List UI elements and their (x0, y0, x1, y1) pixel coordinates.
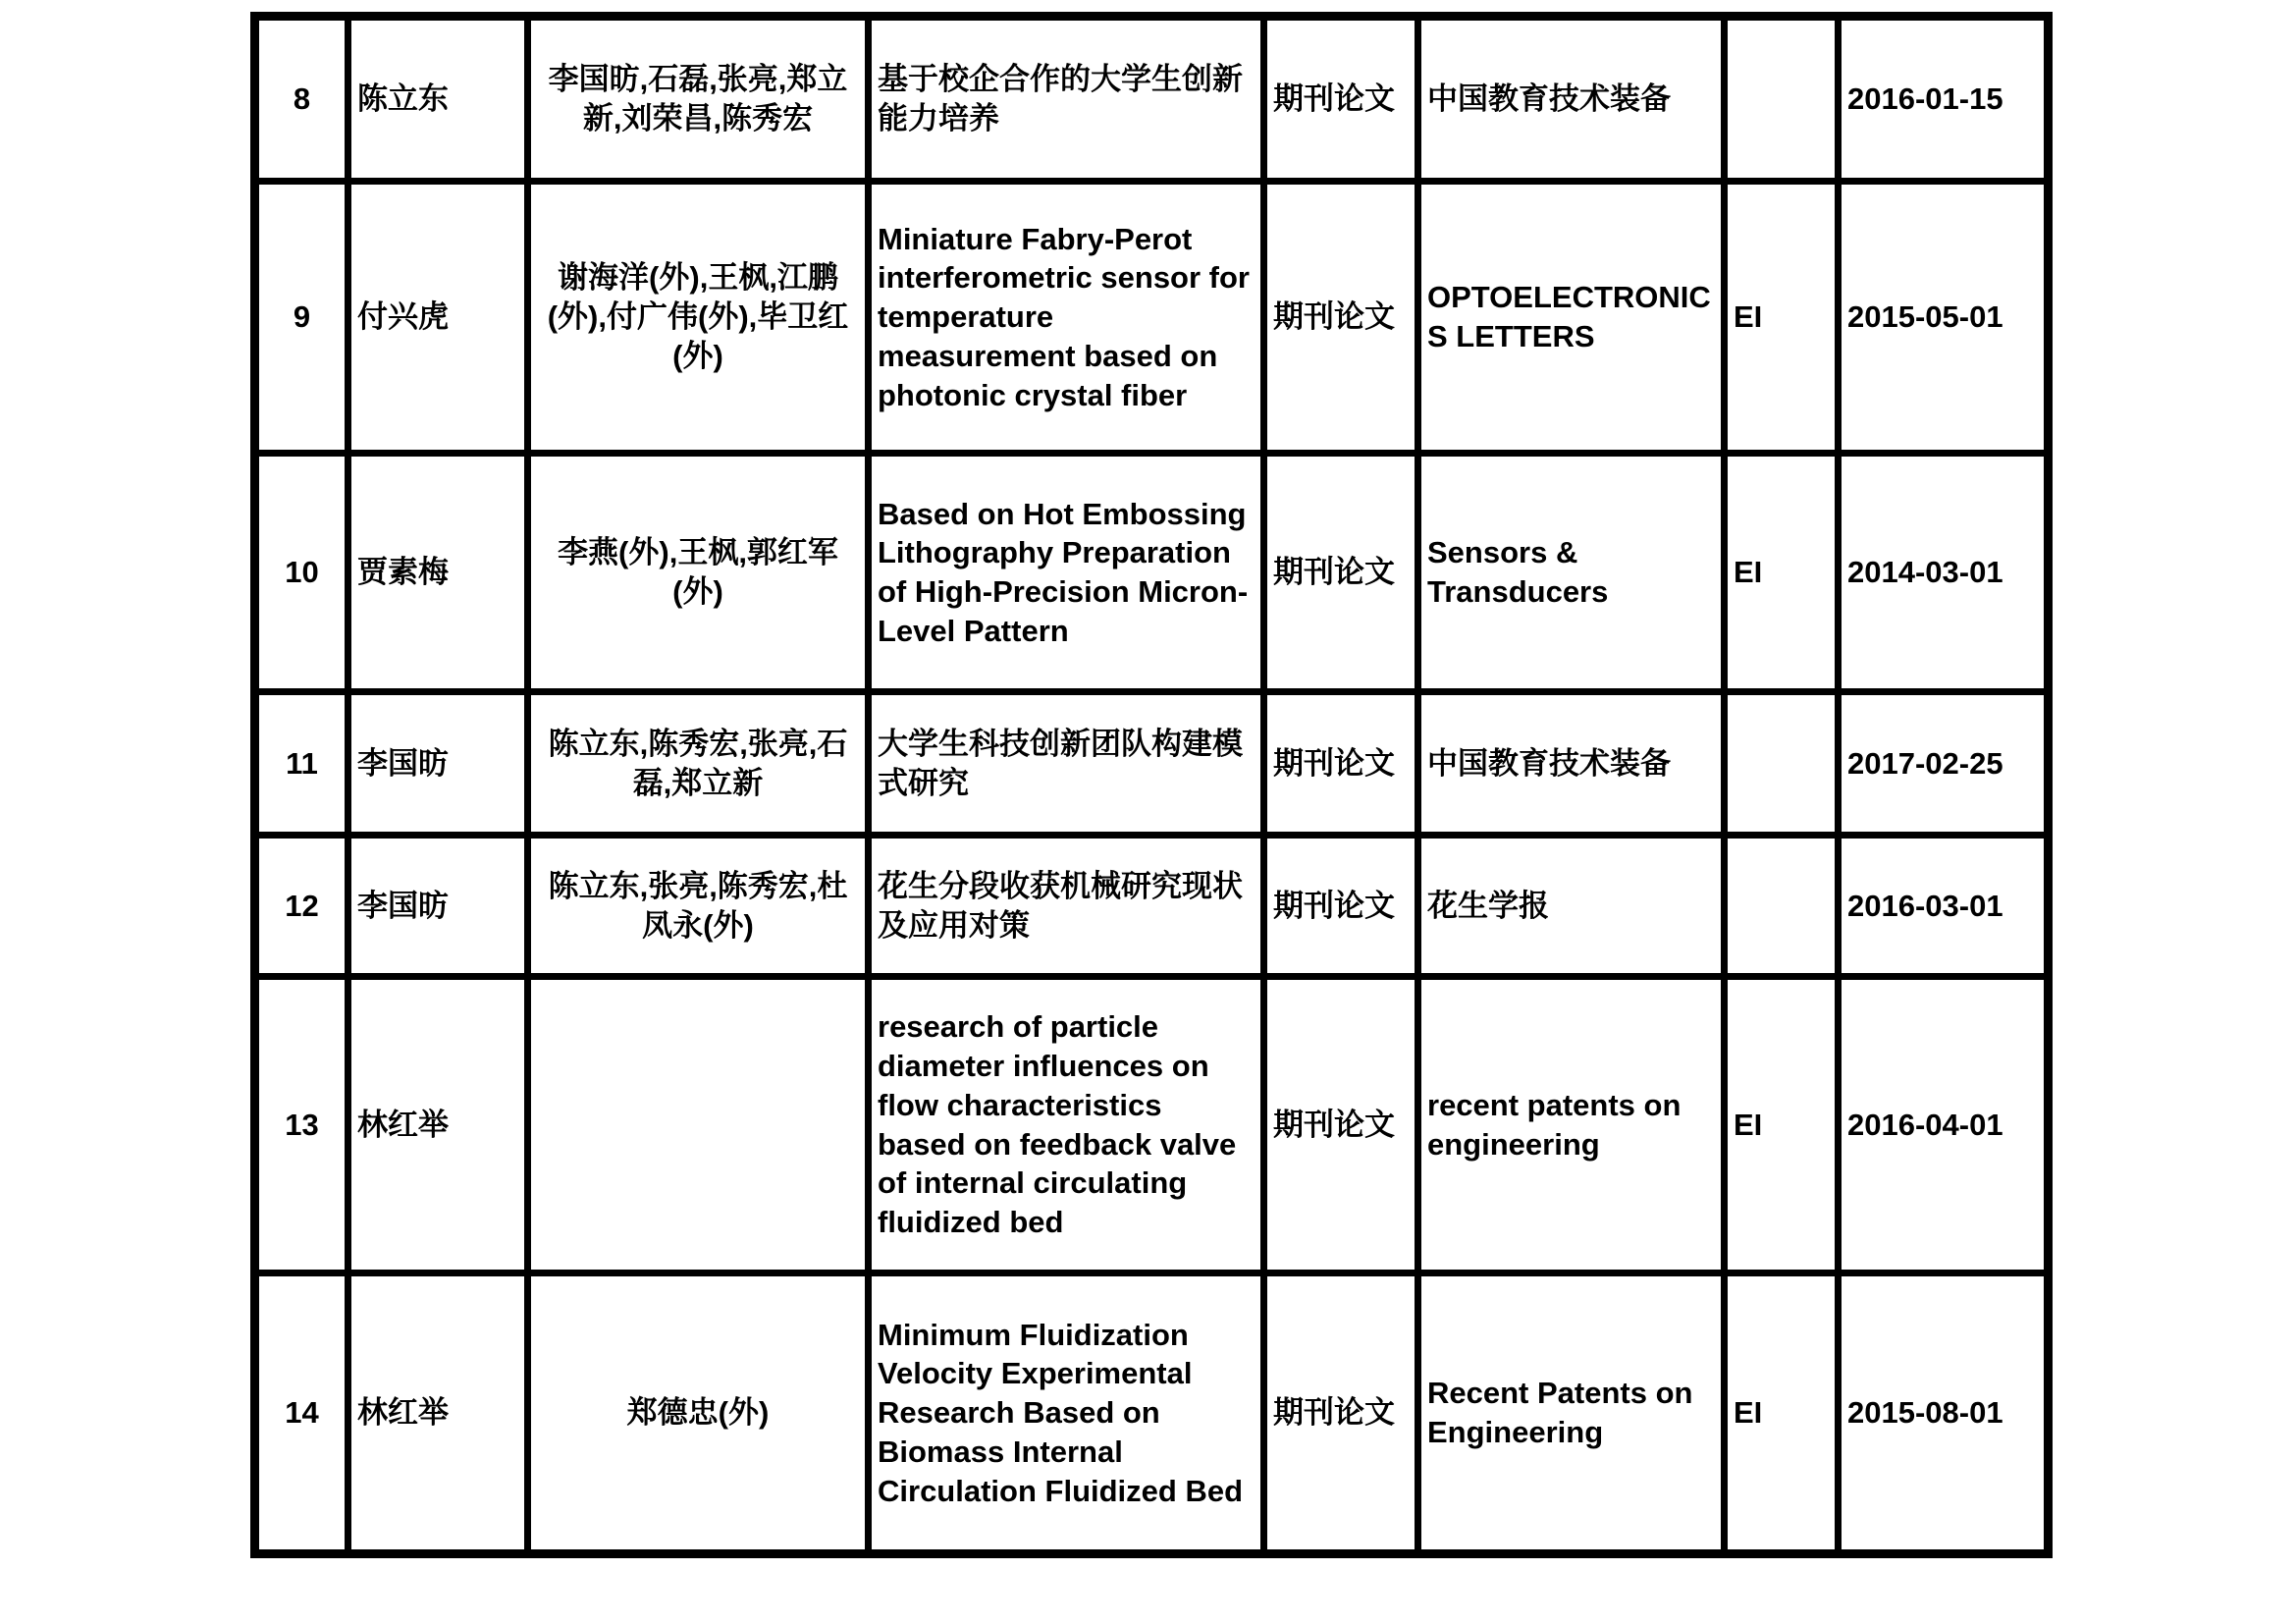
cell-index-label (1725, 836, 1839, 977)
publications-table (250, 12, 2053, 1558)
cell-paper-type: 期刊论文 (1264, 17, 1418, 182)
cell-paper-type: 期刊论文 (1264, 1273, 1418, 1554)
cell-author-name: 林红举 (348, 977, 528, 1273)
cell-index-label: EI (1725, 454, 1839, 692)
cell-row-number: 14 (255, 1273, 348, 1554)
table-row (255, 692, 2049, 836)
cell-journal-name: 花生学报 (1418, 836, 1725, 977)
cell-paper-title: Minimum Fluidization Velocity Experimental Research Based on Biomass Internal Circulation Fluidized Bed (869, 1273, 1264, 1554)
cell-paper-title: Miniature Fabry-Perot interferometric sensor for temperature measurement based on photonic crystal fiber (869, 182, 1264, 454)
cell-coauthors: 陈立东,陈秀宏,张亮,石磊,郑立新 (528, 692, 869, 836)
cell-author-name: 陈立东 (348, 17, 528, 182)
cell-publish-date: 2015-05-01 (1839, 182, 2049, 454)
cell-row-number: 9 (255, 182, 348, 454)
cell-journal-name: 中国教育技术装备 (1418, 17, 1725, 182)
cell-row-number: 13 (255, 977, 348, 1273)
cell-paper-type: 期刊论文 (1264, 454, 1418, 692)
cell-paper-type: 期刊论文 (1264, 692, 1418, 836)
cell-index-label: EI (1725, 1273, 1839, 1554)
cell-author-name: 付兴虎 (348, 182, 528, 454)
table-row (255, 454, 2049, 692)
cell-row-number: 12 (255, 836, 348, 977)
cell-paper-type: 期刊论文 (1264, 182, 1418, 454)
cell-publish-date: 2016-03-01 (1839, 836, 2049, 977)
cell-coauthors: 李国昉,石磊,张亮,郑立新,刘荣昌,陈秀宏 (528, 17, 869, 182)
cell-publish-date: 2017-02-25 (1839, 692, 2049, 836)
cell-author-name: 李国昉 (348, 692, 528, 836)
cell-coauthors: 陈立东,张亮,陈秀宏,杜凤永(外) (528, 836, 869, 977)
cell-author-name: 林红举 (348, 1273, 528, 1554)
cell-coauthors: 李燕(外),王枫,郭红军(外) (528, 454, 869, 692)
cell-index-label: EI (1725, 977, 1839, 1273)
cell-row-number: 10 (255, 454, 348, 692)
cell-journal-name: Sensors & Transducers (1418, 454, 1725, 692)
cell-author-name: 贾素梅 (348, 454, 528, 692)
table-row (255, 836, 2049, 977)
cell-paper-title: 花生分段收获机械研究现状及应用对策 (869, 836, 1264, 977)
cell-coauthors (528, 977, 869, 1273)
table-row (255, 182, 2049, 454)
cell-row-number: 11 (255, 692, 348, 836)
cell-publish-date: 2014-03-01 (1839, 454, 2049, 692)
cell-paper-title: Based on Hot Embossing Lithography Preparation of High-Precision Micron-Level Pattern (869, 454, 1264, 692)
cell-coauthors: 郑德忠(外) (528, 1273, 869, 1554)
cell-publish-date: 2016-04-01 (1839, 977, 2049, 1273)
cell-paper-type: 期刊论文 (1264, 977, 1418, 1273)
cell-journal-name: OPTOELECTRONICS LETTERS (1418, 182, 1725, 454)
cell-index-label (1725, 692, 1839, 836)
cell-journal-name: Recent Patents on Engineering (1418, 1273, 1725, 1554)
cell-coauthors: 谢海洋(外),王枫,江鹏(外),付广伟(外),毕卫红(外) (528, 182, 869, 454)
table-row (255, 977, 2049, 1273)
cell-paper-title: 基于校企合作的大学生创新能力培养 (869, 17, 1264, 182)
table-row (255, 17, 2049, 182)
cell-paper-type: 期刊论文 (1264, 836, 1418, 977)
cell-publish-date: 2016-01-15 (1839, 17, 2049, 182)
cell-journal-name: recent patents on engineering (1418, 977, 1725, 1273)
table-row (255, 1273, 2049, 1554)
cell-author-name: 李国昉 (348, 836, 528, 977)
cell-publish-date: 2015-08-01 (1839, 1273, 2049, 1554)
cell-row-number: 8 (255, 17, 348, 182)
cell-paper-title: research of particle diameter influences on flow characteristics based on feedback valve of internal circulating fluidized bed (869, 977, 1264, 1273)
cell-journal-name: 中国教育技术装备 (1418, 692, 1725, 836)
cell-paper-title: 大学生科技创新团队构建模式研究 (869, 692, 1264, 836)
cell-index-label (1725, 17, 1839, 182)
cell-index-label: EI (1725, 182, 1839, 454)
